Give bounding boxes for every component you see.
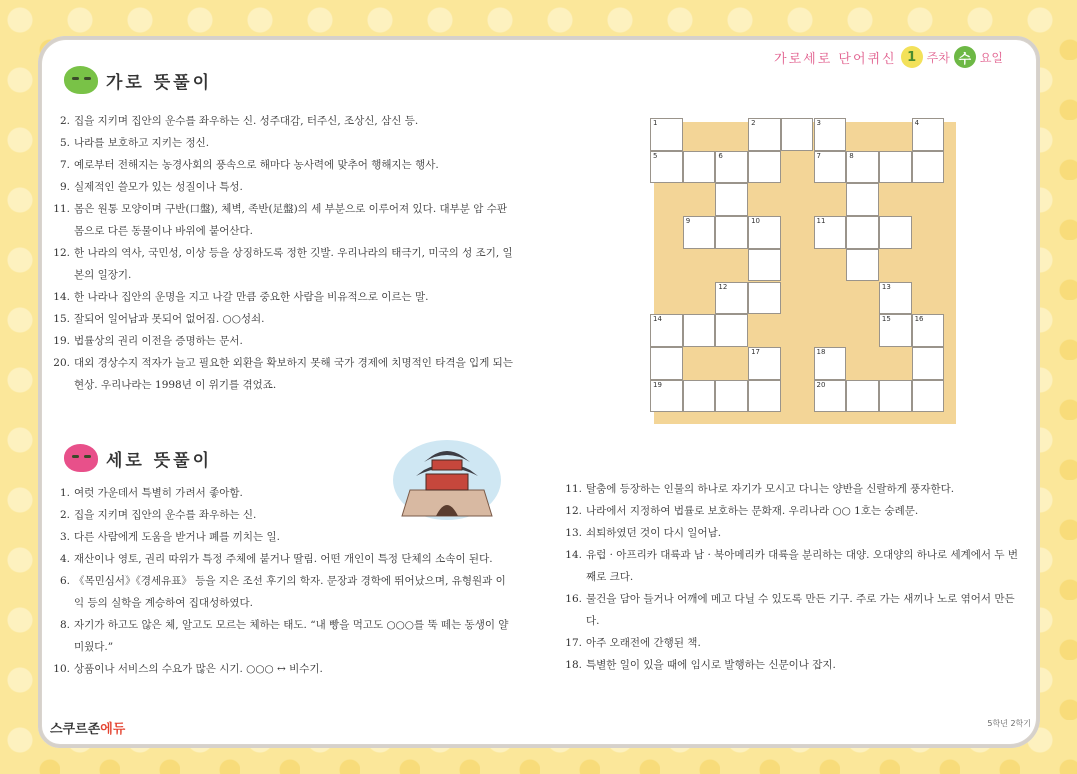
clue-number: 9. <box>59 181 70 193</box>
cell-number: 10 <box>751 217 761 226</box>
clue-item <box>44 330 514 352</box>
crossword-cell[interactable] <box>846 151 879 184</box>
crossword-cell[interactable] <box>683 151 716 184</box>
crossword-cell[interactable] <box>912 118 945 151</box>
crossword-cell[interactable] <box>814 216 847 249</box>
down-clue-list-right <box>556 478 1026 676</box>
clue-item <box>44 308 514 330</box>
clue-number: 6. <box>59 575 70 587</box>
crossword-cell[interactable] <box>879 216 912 249</box>
down-section-title <box>64 444 212 472</box>
clue-text: 한 나라의 역사, 국민성, 이상 등을 상징하도록 정한 깃발. 우리나라의 태극기, 미국의 성 조기, 일본의 일장기. <box>74 247 513 281</box>
crossword-cell[interactable] <box>912 347 945 380</box>
clue-number: 3. <box>59 531 70 543</box>
clue-item <box>44 526 514 548</box>
crossword-cell[interactable] <box>748 118 781 151</box>
green-character-icon <box>64 66 98 94</box>
crossword-cell[interactable] <box>748 151 781 184</box>
crossword-cell[interactable] <box>650 314 683 347</box>
clue-number: 11. <box>53 203 70 215</box>
clue-text: 대외 경상수지 적자가 늘고 필요한 외환을 확보하지 못해 국가 경제에 치명적인 타격을 입게 되는 현상. 우리나라는 1998년 이 위기를 겪었죠. <box>74 357 513 391</box>
cell-number: 4 <box>914 119 920 127</box>
cell-number: 5 <box>653 151 658 160</box>
clue-text: 나라에서 지정하여 법률로 보호하는 문화재. 우리나라 ○○ 1호는 숭례문. <box>586 505 919 517</box>
cell-number: 13 <box>881 282 891 291</box>
clue-item <box>556 478 1026 500</box>
cell-number: 17 <box>751 347 761 356</box>
cell-number: 9 <box>685 217 691 226</box>
clue-text: 몸은 원통 모양이며 구반(口盤), 체벽, 족반(足盤)의 세 부분으로 이루어져 있다. 대부분 암 수판몸으로 다른 동물이나 바위에 붙어산다. <box>74 203 508 237</box>
clue-text: 실제적인 쓸모가 있는 성질이나 특성. <box>74 181 243 193</box>
clue-text: 물건을 담아 들거나 어깨에 메고 다닐 수 있도록 만든 기구. 주로 가는 새끼나 노로 엮어서 만든다. <box>586 593 1015 627</box>
clue-item <box>44 658 514 680</box>
crossword-cell[interactable] <box>683 314 716 347</box>
crossword-cell[interactable] <box>715 314 748 347</box>
cell-number: 7 <box>816 151 821 160</box>
crossword-cell[interactable] <box>879 380 912 413</box>
clue-number: 13. <box>565 527 582 539</box>
clue-number: 7. <box>59 159 70 171</box>
clue-text: 유럽 · 아프리카 대륙과 남 · 북아메리카 대륙을 분리하는 대양. 오대양의 하나로 세계에서 두 번째로 크다. <box>586 549 1019 583</box>
clue-number: 12. <box>565 505 582 517</box>
clue-number: 17. <box>565 637 582 649</box>
logo-main: 스쿠르존 <box>50 722 101 737</box>
publisher-logo <box>50 718 125 737</box>
crossword-cell[interactable] <box>879 151 912 184</box>
across-clue-list <box>44 110 514 396</box>
clue-item <box>44 198 514 242</box>
crossword-cell[interactable] <box>715 380 748 413</box>
clue-number: 1. <box>59 487 70 499</box>
crossword-cell[interactable] <box>814 118 847 151</box>
clue-text: 잘되어 일어남과 못되어 없어짐. ○○성쇠. <box>74 313 265 325</box>
cell-number: 20 <box>816 380 826 389</box>
clue-text: 여럿 가운데서 특별히 가려서 좋아함. <box>74 487 243 499</box>
crossword-cell[interactable] <box>715 216 748 249</box>
cell-number: 1 <box>653 119 658 127</box>
clue-number: 14. <box>565 549 582 561</box>
across-section-title <box>64 66 212 94</box>
crossword-cell[interactable] <box>748 216 781 249</box>
clue-item <box>44 286 514 308</box>
cell-number: 6 <box>718 151 723 160</box>
clue-text: 재산이나 영토, 권리 따위가 특정 주체에 붙거나 딸림. 어떤 개인이 특정 단체의 소속이 된다. <box>74 553 493 565</box>
clue-item <box>556 522 1026 544</box>
crossword-grid <box>650 118 952 420</box>
clue-number: 2. <box>59 509 70 521</box>
clue-number: 10. <box>53 663 70 675</box>
cell-number: 3 <box>816 119 821 127</box>
clue-text: 법률상의 권리 이전을 증명하는 문서. <box>74 335 243 347</box>
clue-item <box>44 352 514 396</box>
crossword-cell[interactable] <box>912 314 945 347</box>
week-header <box>774 46 1003 68</box>
crossword-cell[interactable] <box>814 347 847 380</box>
crossword-cell[interactable] <box>814 151 847 184</box>
grade-label: 5학년 2학기 <box>987 719 1031 728</box>
cell-number: 18 <box>816 347 826 356</box>
worksheet-title: 가로세로 단어퀴신 <box>774 51 897 67</box>
cell-number: 14 <box>653 315 662 324</box>
crossword-cell[interactable] <box>650 151 683 184</box>
clue-text: 한 나라나 집안의 운명을 지고 나갈 만큼 중요한 사람을 비유적으로 이르는 말. <box>74 291 429 303</box>
clue-text: 집을 지키며 집안의 운수를 좌우하는 신. 성주대감, 터주신, 조상신, 삼신 등. <box>74 115 419 127</box>
day-suffix: 요일 <box>979 50 1003 65</box>
clue-number: 2. <box>59 115 70 127</box>
clue-item <box>44 570 514 614</box>
crossword-cell[interactable] <box>748 282 781 315</box>
crossword-cell[interactable] <box>715 183 748 216</box>
clue-item <box>44 176 514 198</box>
crossword-cell[interactable] <box>912 151 945 184</box>
clue-number: 5. <box>59 137 70 149</box>
cell-number: 12 <box>718 282 728 291</box>
clue-item <box>44 132 514 154</box>
crossword-cell[interactable] <box>846 249 879 282</box>
clue-number: 20. <box>53 357 70 369</box>
crossword-cell[interactable] <box>814 380 847 413</box>
clue-number: 4. <box>59 553 70 565</box>
clue-item <box>556 588 1026 632</box>
crossword-cell[interactable] <box>715 151 748 184</box>
clue-number: 19. <box>53 335 70 347</box>
cell-number: 11 <box>816 217 826 226</box>
cell-number: 16 <box>914 315 924 324</box>
clue-item <box>44 110 514 132</box>
clue-number: 15. <box>53 313 70 325</box>
clue-item <box>556 544 1026 588</box>
crossword-cell[interactable] <box>846 216 879 249</box>
pink-character-icon <box>64 444 98 472</box>
day-badge: 수 <box>954 46 976 68</box>
clue-text: 《목민심서》《경세유표》 등을 지은 조선 후기의 학자. 문장과 경학에 뛰어났으며, 유형원과 이익 등의 실학을 계승하여 집대성하였다. <box>74 575 506 609</box>
clue-item <box>44 154 514 176</box>
crossword-cell[interactable] <box>748 380 781 413</box>
crossword-cell[interactable] <box>781 118 814 151</box>
clue-item <box>44 504 514 526</box>
clue-item <box>44 242 514 286</box>
logo-edu: 에듀 <box>100 722 126 737</box>
clue-text: 특별한 일이 있을 때에 임시로 발행하는 신문이나 잡지. <box>586 659 836 671</box>
crossword-cell[interactable] <box>846 380 879 413</box>
clue-number: 12. <box>53 247 70 259</box>
across-title: 가로 뜻풀이 <box>106 72 213 93</box>
clue-text: 자기가 하고도 않은 체, 알고도 모르는 체하는 태도. “내 빵을 먹고도 ○○○를 뚝 떼는 동생이 얄미웠다.” <box>74 619 509 653</box>
clue-text: 쇠퇴하였던 것이 다시 일어남. <box>586 527 722 539</box>
cell-number: 8 <box>849 151 854 160</box>
clue-item <box>44 614 514 658</box>
crossword-cell[interactable] <box>912 380 945 413</box>
clue-text: 다른 사람에게 도움을 받거나 폐를 끼치는 일. <box>74 531 280 543</box>
week-number-badge: 1 <box>901 46 923 68</box>
cell-number: 19 <box>653 380 662 389</box>
crossword-cell[interactable] <box>650 380 683 413</box>
crossword-cell[interactable] <box>715 282 748 315</box>
crossword-cell[interactable] <box>879 282 912 315</box>
clue-text: 아주 오래전에 간행된 책. <box>586 637 701 649</box>
crossword-cell[interactable] <box>650 347 683 380</box>
clue-item <box>44 482 514 504</box>
crossword-cell[interactable] <box>846 183 879 216</box>
crossword-cell[interactable] <box>683 216 716 249</box>
clue-number: 8. <box>59 619 70 631</box>
clue-text: 상품이나 서비스의 수요가 많은 시기. ○○○ ↔ 비수기. <box>74 663 323 675</box>
down-title: 세로 뜻풀이 <box>106 450 213 471</box>
clue-item <box>44 548 514 570</box>
down-clue-list-left <box>44 482 514 680</box>
crossword-cell[interactable] <box>748 347 781 380</box>
clue-text: 집을 지키며 집안의 운수를 좌우하는 신. <box>74 509 257 521</box>
cell-number: 15 <box>881 315 891 324</box>
clue-number: 11. <box>565 483 582 495</box>
week-label: 주차 <box>926 50 950 65</box>
cell-number: 2 <box>751 119 756 127</box>
clue-text: 나라를 보호하고 지키는 정신. <box>74 137 210 149</box>
clue-text: 예로부터 전해지는 농경사회의 풍속으로 해마다 농사력에 맞추어 행해지는 행사. <box>74 159 439 171</box>
clue-number: 18. <box>565 659 582 671</box>
clue-item <box>556 500 1026 522</box>
crossword-cell[interactable] <box>683 380 716 413</box>
clue-number: 16. <box>565 593 582 605</box>
crossword-cell[interactable] <box>879 314 912 347</box>
clue-item <box>556 632 1026 654</box>
crossword-cell[interactable] <box>650 118 683 151</box>
clue-text: 탈춤에 등장하는 인물의 하나로 자기가 모시고 다니는 양반을 신랄하게 풍자한다. <box>586 483 955 495</box>
crossword-cell[interactable] <box>748 249 781 282</box>
clue-number: 14. <box>53 291 70 303</box>
clue-item <box>556 654 1026 676</box>
